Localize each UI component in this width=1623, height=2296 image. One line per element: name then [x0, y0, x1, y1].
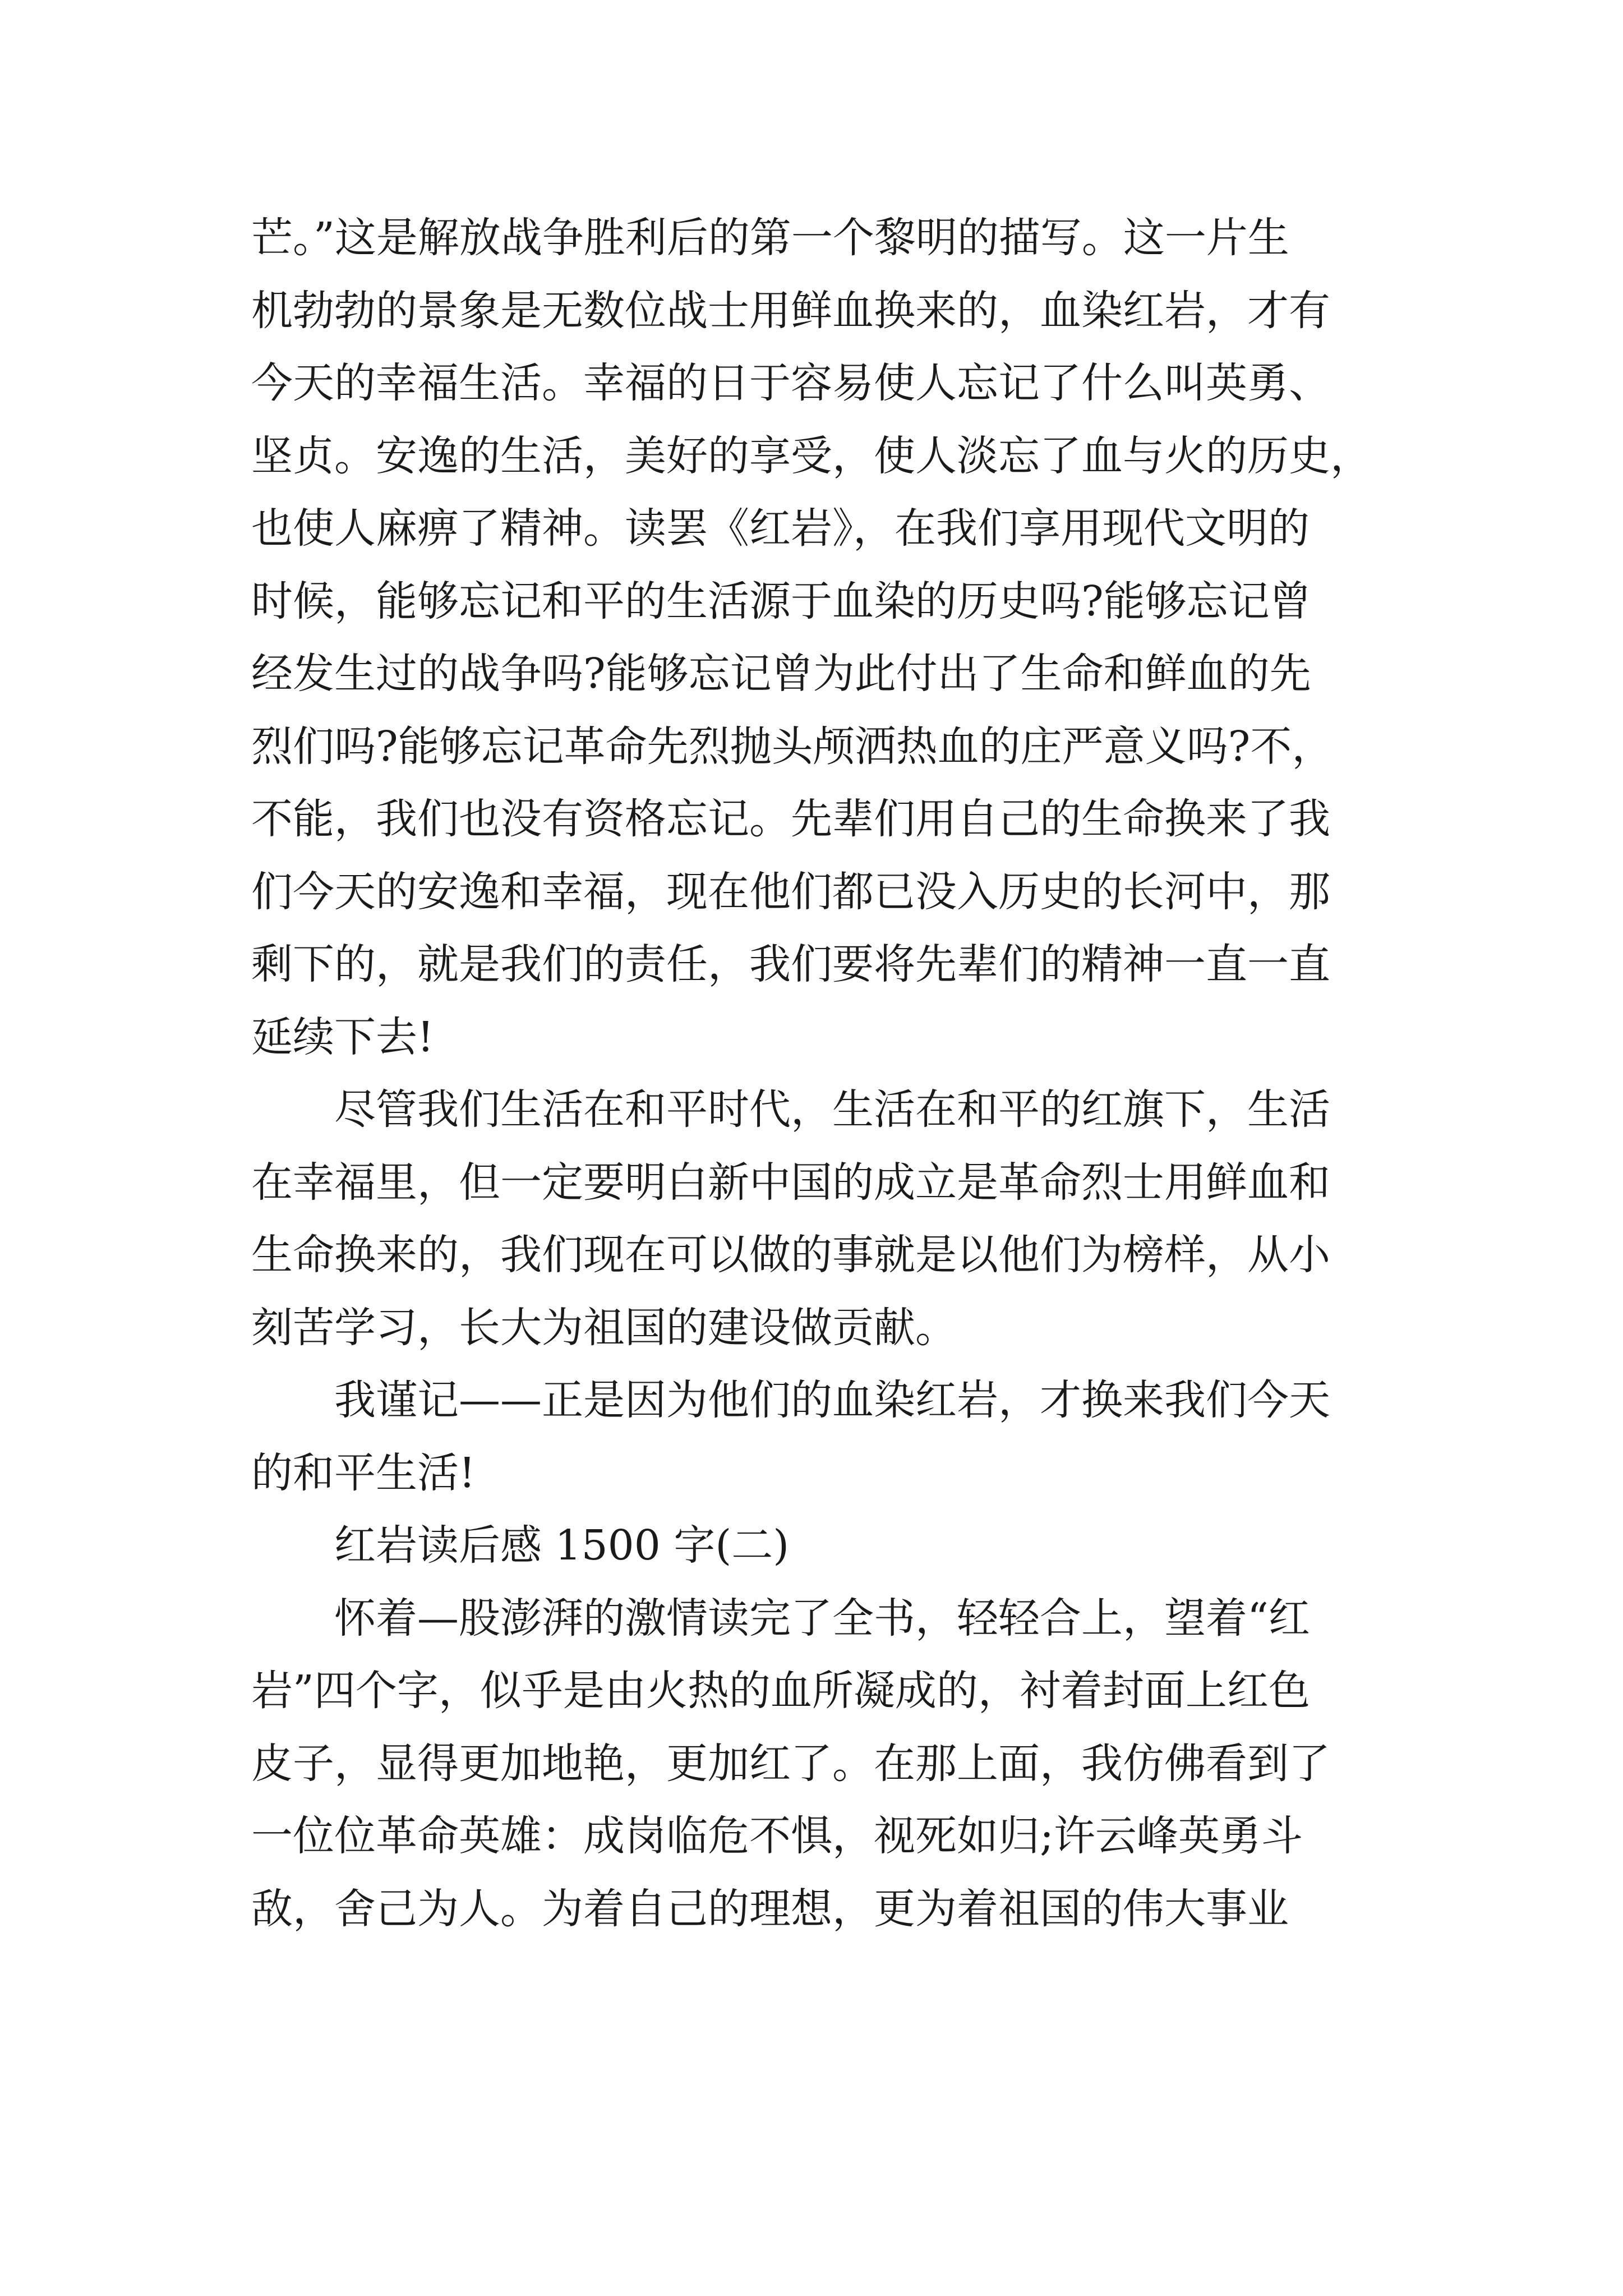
text-line: 今天的幸福生活。幸福的日于容易使人忘记了什么叫英勇、 [251, 359, 1330, 407]
text-line: 红岩读后感 1500 字(二) [334, 1521, 790, 1570]
text-line: 也使人麻痹了精神。读罢《红岩》，在我们享用现代文明的 [251, 504, 1310, 553]
text-line: 尽管我们生活在和平时代，生活在和平的红旗下，生活 [334, 1085, 1330, 1134]
text-line: 的和平生活! [251, 1448, 476, 1497]
text-line: 们今天的安逸和幸福，现在他们都已没入历史的长河中，那 [251, 867, 1330, 916]
text-line: 怀着—股澎湃的激情读完了全书，轻轻合上，望着“红 [334, 1594, 1310, 1642]
text-line: 敌，舍己为人。为着自己的理想，更为着祖国的伟大事业 [251, 1884, 1289, 1933]
text-line: 延续下去! [251, 1013, 434, 1061]
text-line: 剩下的，就是我们的责任，我们要将先辈们的精神一直一直 [251, 940, 1330, 988]
text-line: 岩”四个字，似乎是由火热的血所凝成的，衬着封面上红色 [251, 1667, 1310, 1715]
text-line: 生命换来的，我们现在可以做的事就是以他们为榜样，从小 [251, 1231, 1330, 1279]
body-text [251, 202, 1407, 1945]
text-line: 在幸福里，但一定要明白新中国的成立是革命烈士用鲜血和 [251, 1158, 1330, 1207]
text-line: 刻苦学习，长大为祖国的建设做贡献。 [251, 1303, 957, 1352]
text-line: 烈们吗?能够忘记革命先烈抛头颅洒热血的庄严意义吗?不， [251, 722, 1334, 771]
text-line: 一位位革命英雄：成岗临危不惧，视死如归;许云峰英勇斗 [251, 1812, 1303, 1860]
text-line: 不能，我们也没有资格忘记。先辈们用自己的生命换来了我 [251, 795, 1330, 843]
text-line: 我谨记——正是因为他们的血染红岩，才换来我们今天 [334, 1376, 1330, 1424]
text-line: 时候，能够忘记和平的生活源于血染的历史吗?能够忘记曾 [251, 577, 1311, 625]
text-line: 经发生过的战争吗?能够忘记曾为此付出了生命和鲜血的先 [251, 650, 1311, 698]
text-line: 皮子，显得更加地艳，更加红了。在那上面，我仿佛看到了 [251, 1739, 1330, 1788]
text-line: 坚贞。安逸的生活，美好的享受，使人淡忘了血与火的历史， [251, 431, 1372, 480]
text-line: 机勃勃的景象是无数位战士用鲜血换来的，血染红岩，才有 [251, 286, 1330, 335]
text-line: 芒。”这是解放战争胜利后的第一个黎明的描写。这一片生 [251, 214, 1289, 262]
